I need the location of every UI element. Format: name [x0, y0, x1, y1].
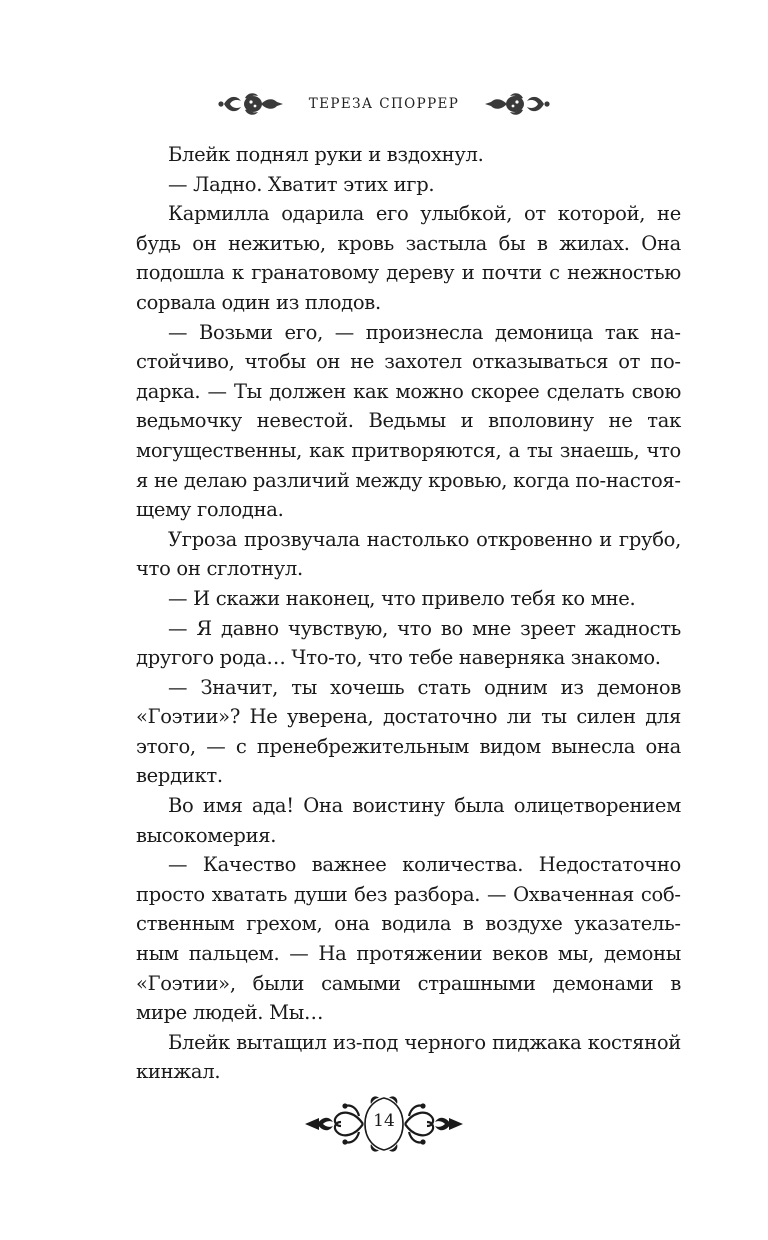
paragraph: — Качество важнее количества. Недостаточно просто хватать души без разбора. — Охваченная собственным грехом, она водила в воздухе указательным пальцем. — На протяжении веков мы, демоны «Гоэтии», были самыми страшными демонами в мире людей. Мы… [136, 853, 681, 1025]
flourish-ornament-left-icon [215, 89, 287, 119]
paragraph: — Ладно. Хватит этих игр. [168, 172, 435, 196]
flourish-ornament-right-icon [481, 89, 553, 119]
paragraph: Во имя ада! Она воистину была олицетворением высокомерия. [136, 794, 681, 847]
paragraph: — Значит, ты хочешь стать одним из демонов «Гоэтии»? Не уверена, достаточно ли ты силен для этого, — с пренебрежительным видом вынесла она вердикт. [136, 675, 681, 788]
paragraph: Угроза прозвучала настолько откровенно и грубо, что он сглотнул. [136, 527, 681, 581]
page-number: 14 [373, 1111, 395, 1131]
running-title: ТЕРЕЗА СПОРРЕР [308, 96, 460, 112]
paragraph: Кармилла одарила его улыбкой, от которой, не будь он нежитью, кровь застыла бы в жилах. Она подошла к гранатовому дереву и почти с нежностью сорвала один из плодов. [136, 202, 681, 314]
paragraph: — Я давно чувствую, что во мне зреет жадность другого рода… Что-то, что тебе наверняка знакомо. [136, 616, 681, 670]
paragraph: Блейк вытащил из-под черного пиджака костяной кинжал. [136, 1030, 681, 1084]
paragraph: — Возьми его, — произнесла демоница так настойчиво, чтобы он не захотел отказываться от подарка. — Ты должен как можно скорее сделать свою ведьмочку невестой. Ведьмы и вполовину не так могущественны, как притворяются, а ты знаешь, что я не делаю различий между кровью, когда по-настоящему голодна. [136, 320, 681, 522]
running-header [0, 84, 768, 124]
paragraph: — И скажи наконец, что привело тебя ко мне. [168, 586, 636, 610]
page-body-text [136, 140, 681, 1087]
paragraph: Блейк поднял руки и вздохнул. [168, 143, 484, 166]
